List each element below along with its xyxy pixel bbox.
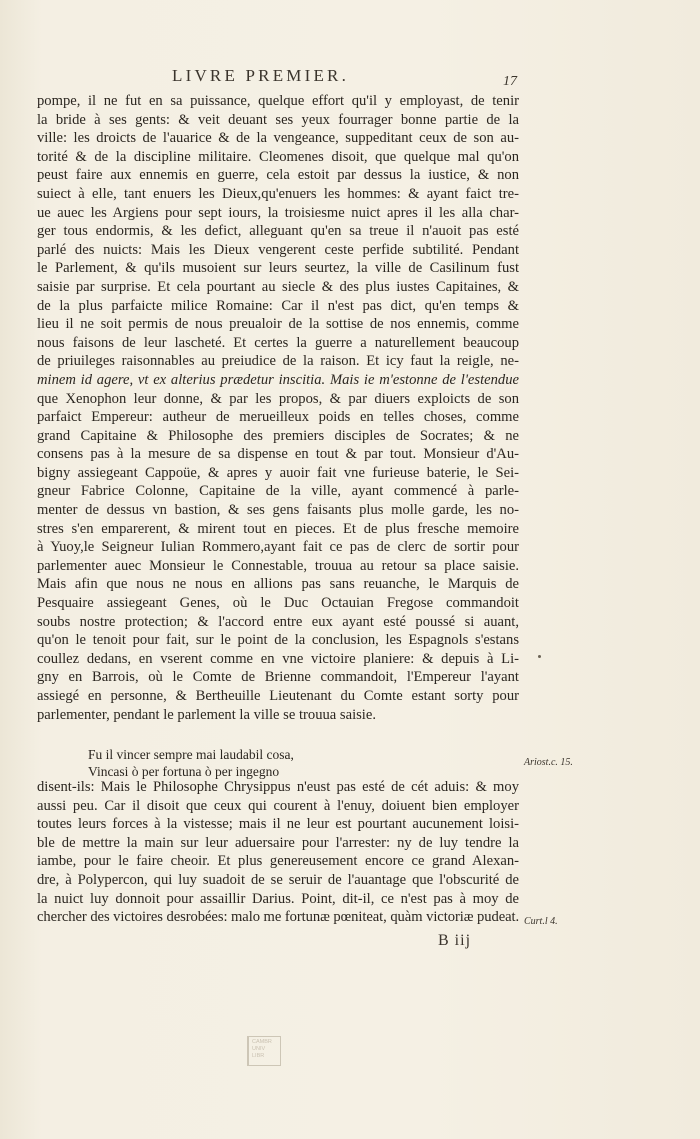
text-line: grand Capitaine & Philosophe des premiers disciples de Socrates; & ne [37, 427, 519, 444]
text-line: disent-ils: Mais le Philosophe Chrysippus n'eust pas esté de cét aduis: & moy [37, 779, 519, 795]
main-text-block-continued [37, 778, 519, 927]
verse-quotation [88, 746, 294, 780]
text-line: consens pas à la mesure de sa dispense en tout & par tout. Monsieur d'Au- [37, 446, 519, 463]
text-line: assiegé en personne, & Bertheuille Lieutenant du Comte estant sorty pour [37, 688, 519, 704]
text-line: chercher des victoires desrobées: malo me fortunæ pœniteat, quàm victoriæ pudeat. [37, 909, 520, 926]
margin-dot-mark [538, 655, 541, 658]
text-line: saisie par surprise. Et cela pourtant au siecle & des plus iustes Capitaines, & [37, 278, 519, 295]
text-line: de priuileges raisonnables au preiudice de la raison. Et icy faut la reigle, ne- [37, 353, 519, 370]
text-line: parlé des nuicts: Mais les Dieux vengerent ceste perfide subtilité. Pendant [37, 241, 519, 258]
text-line: ville: les droicts de l'auarice & de la vengeance, suppeditant ceux de son au- [37, 130, 519, 147]
text-line: stres s'en emparerent, & mirent tout en pieces. Et de plus fresche memoire [37, 520, 519, 537]
text-line: qu'on le tenoit pour fait, sur le point de la conclusion, les Espagnols s'estans [37, 632, 519, 649]
verse-line: Vincasi ò per fortuna ò per ingegno [88, 764, 280, 779]
text-line: dre, à Polypercon, qui luy suadoit de se seruir de l'auantage que l'obscurité de [37, 871, 519, 888]
text-line: lieu il ne soit permis de nous preualoir de la sottise de nos ennemis, comme [37, 316, 519, 333]
page-number: 17 [503, 74, 517, 89]
running-head: LIVRE PREMIER. [172, 66, 350, 85]
text-line: bigny assiegeant Cappoüe, & apres y auoir fait vne furieuse baterie, le Sei- [37, 464, 519, 481]
text-line: gny en Barrois, où le Comte de Brienne commandoit, l'Empereur l'ayant [37, 669, 519, 686]
text-line: ger tous endormis, & les defict, alleguant qu'en sa treue il n'auoit pas esté [37, 223, 519, 240]
text-line: soubs nostre protection; & l'accord entre eux ayant esté poussé si auant, [37, 613, 519, 630]
signature-mark: B iij [438, 932, 472, 949]
text-line: parfaict Empereur: autheur de merueilleux poids en telles choses, comme [37, 409, 519, 426]
text-line: parlementer, pendant le parlement la ville se trouua saisie. [37, 706, 376, 723]
text-line: gneur Fabrice Colonne, Capitaine de la ville, ayant commencé à parle- [37, 483, 519, 500]
text-line: iambe, pour le faire cheoir. Et plus genereusement encore ce grand Alexan- [37, 853, 519, 870]
text-line: aussi peu. Car il disoit que ceux qui courent à l'enuy, doiuent bien employer [37, 797, 519, 814]
text-line: peust faire aux ennemis en guerre, cela estoit par dessus la iustice, & non [37, 167, 519, 184]
text-line: Pesquaire assiegeant Genes, où le Duc Octauian Fregose commandoit [37, 595, 519, 612]
text-line-latin-quote: minem id agere, vt ex alterius prædetur inscitia. Mais ie m'estonne de l'estendue [37, 371, 519, 388]
text-line: le Parlement, & qu'ils musoient sur leurs seurtez, la ville de Casilinum fust [37, 260, 519, 277]
margin-note-ariosto: Ariost.c. 15. [524, 757, 573, 768]
text-line: suiect à elle, tant enuers les Dieux,qu'enuers les hommes: & ayant faict tre- [37, 185, 519, 202]
text-line: la nuict luy donnoit pour assaillir Darius. Point, dit-il, ce n'est pas à moy de [37, 890, 519, 907]
text-line: nous faisons de leur lascheté. Et certes la guerre a naturellement beaucoup [37, 334, 519, 351]
main-text-block [37, 92, 519, 724]
text-line: la bride à ses gents: & veit deuant ses yeux fourrager bonne partie de la [37, 111, 519, 128]
text-line: menter de dessus vn bastion, & ses gens faisants plus molle garde, les no- [37, 502, 519, 519]
text-line: que Xenophon leur donne, & par les propos, & par diuers exploicts de son [37, 390, 519, 407]
text-line: pompe, il ne fut en sa puissance, quelque effort qu'il y employast, de tenir [37, 93, 519, 109]
text-line: toutes leurs forces à la vistesse; mais il ne leur est pourtant aucunement loisi- [37, 816, 519, 833]
text-line: ble de mettre la main sur leur aduersaire pour l'arrester: ny de luy tendre la [37, 834, 519, 851]
text-line: de la plus parfaicte milice Romaine: Car il n'est pas dict, qu'en temps & [37, 297, 519, 314]
verse-line: Fu il vincer sempre mai laudabil cosa, [88, 747, 294, 762]
library-stamp: CAMBR UNIV LIBR [247, 1036, 281, 1066]
text-line: coullez dedans, en vserent comme en vne victoire planiere: & depuis à Li- [37, 650, 519, 667]
margin-note-curtius: Curt.l 4. [524, 916, 558, 927]
text-line: Mais afin que nous ne nous en allions pas sans reuanche, le Marquis de [37, 576, 519, 593]
text-line: à Yuoy,le Seigneur Iulian Rommero,ayant fait ce pas de clerc de sortir pour [37, 539, 519, 556]
text-line: torité & de la discipline militaire. Cleomenes disoit, que quelque mal qu'on [37, 148, 519, 165]
text-line: ue auec les Argiens pour sept iours, la troisiesme nuict apres il les alla char- [37, 204, 519, 221]
text-line: parlementer auec Monsieur le Connestable, trouua au retour sa place saisie. [37, 557, 519, 574]
